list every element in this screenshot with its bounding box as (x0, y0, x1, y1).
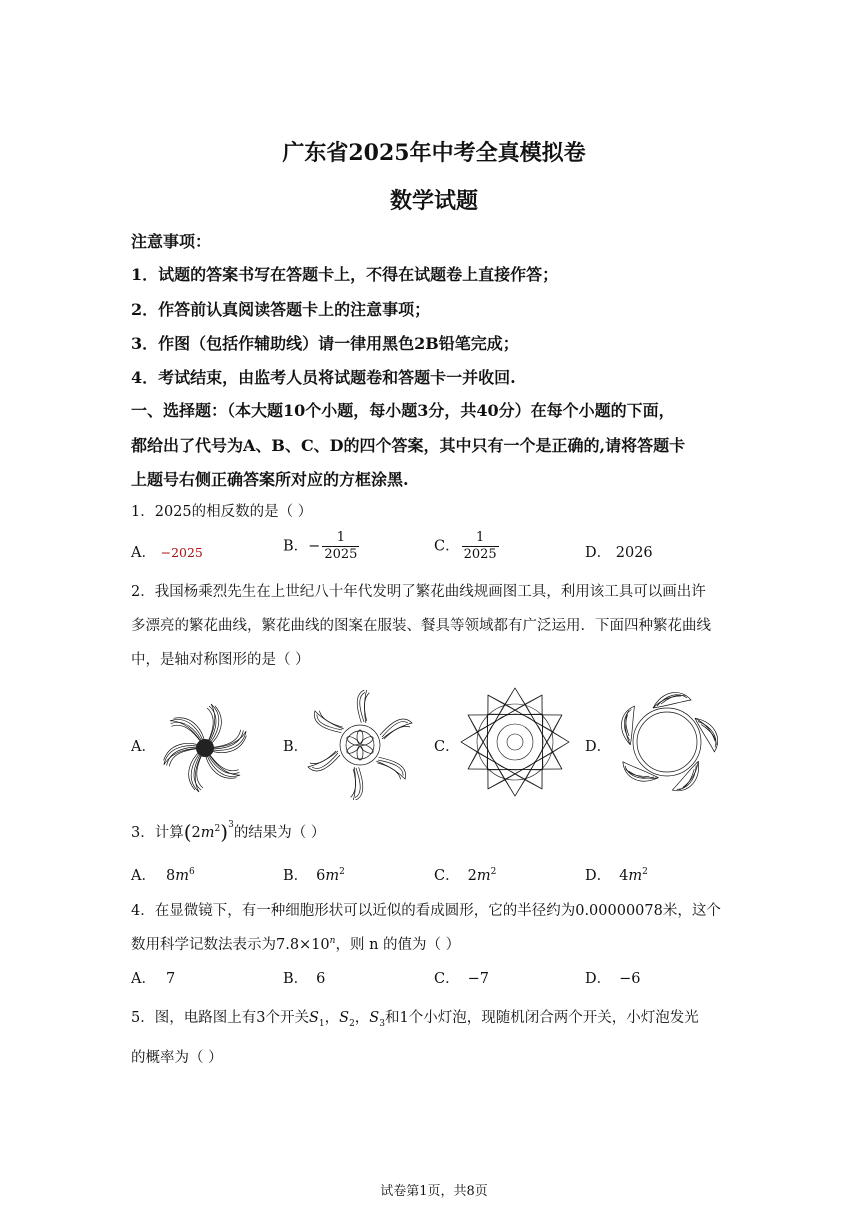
q1-option-c-denominator: 2025 (463, 547, 497, 562)
q1-option-d-label: D． (585, 545, 612, 561)
q4-option-c-label: C． (434, 971, 460, 987)
q4-option-a (131, 967, 175, 988)
q4-option-c-value: −7 (467, 971, 489, 987)
q3-left-paren: ( (183, 820, 192, 844)
q3-stem: 3．计算$(2m^2)^3$的结果为（ ） (131, 820, 326, 844)
q4-line-2: 数用科学记数法表示为$7.8\times 10^n$，则 n 的值为（ ） (131, 936, 461, 953)
q4-option-a-label: A． (131, 971, 156, 987)
exam-subtitle: 数学试题 (389, 188, 478, 214)
q4-line-2-prefix: 数用科学记数法表示为 (131, 937, 276, 953)
flower-curve-c-figure (459, 686, 571, 798)
q4-option-b-value: 6 (316, 971, 326, 987)
q1-option-d-value: 2026 (615, 545, 653, 561)
q1-option-a-value: −2025 (160, 545, 203, 560)
q3-option-b-label: B． (283, 868, 309, 884)
q3-option-a-coef: 8 (165, 868, 176, 884)
q3-option-c: C． $2m^2$ (434, 867, 497, 884)
q3-right-paren: ) (220, 820, 229, 844)
notice-item-3: 3．作图（包括作辅助线）请一律用黑色2B铅笔完成； (131, 334, 519, 353)
q1-option-c-numerator: 1 (476, 530, 485, 545)
q4-option-d-value: −6 (619, 971, 641, 987)
q4-option-c (434, 967, 489, 988)
notice-heading: 注意事项： (131, 232, 212, 251)
notice-item-2: 2．作答前认真阅读答题卡上的注意事项； (131, 300, 431, 319)
q3-option-a: A． $8m^6$ (131, 867, 195, 884)
flower-curve-a-figure (157, 700, 253, 796)
q3-option-d-coef: 4 (619, 868, 629, 884)
q1-option-c-fraction (462, 530, 499, 563)
q3-option-d: D． $4m^2$ (585, 867, 648, 884)
q3-option-a-label: A． (131, 868, 156, 884)
q1-stem: 1．2025的相反数的是（ ） (131, 504, 313, 520)
q4-option-d-label: D． (585, 971, 612, 987)
q3-option-b-coef: 6 (316, 868, 326, 884)
q2-option-c-label: C． (434, 739, 460, 755)
q1-option-b-numerator: 1 (336, 530, 345, 545)
q1-option-b-label: B． (283, 538, 309, 555)
q1-option-a-label: A． (131, 545, 156, 561)
page-footer: 试卷第1页，共8页 (380, 1184, 488, 1199)
q3-stem-prefix: 3．计算 (131, 825, 184, 841)
q3-option-c-label: C． (434, 868, 460, 884)
q3-option-c-coef: 2 (467, 868, 477, 884)
q2-line-1: 2．我国杨乘烈先生在上世纪八十年代发明了繁花曲线规画图工具，利用该工具可以画出许 (131, 584, 706, 600)
q3-stem-suffix: 的结果为（ ） (233, 825, 326, 841)
q2-line-3: 中，是轴对称图形的是（ ） (131, 652, 310, 668)
q1-option-c-label: C． (434, 538, 460, 555)
q4-option-d (585, 967, 641, 988)
notice-item-1: 1．试题的答案书写在答题卡上，不得在试题卷上直接作答； (131, 265, 559, 284)
q5-line-1-prefix: 5．图，电路图上有3个开关 (131, 1010, 309, 1026)
exam-title: 广东省2025年中考全真模拟卷 (282, 140, 586, 166)
flower-curve-d-figure (611, 686, 723, 798)
q4-scientific-expression: 7.8×10 (276, 937, 330, 953)
flower-curve-b-figure (305, 690, 415, 800)
section1-line-3: 上题号右侧正确答案所对应的方框涂黑. (131, 470, 409, 489)
section1-line-2: 都给出了代号为A、B、C、D的四个答案，其中只有一个是正确的,请将答题卡 (131, 436, 686, 455)
q4-line-2-suffix: ，则 n 的值为（ ） (335, 937, 461, 953)
q4-option-a-value: 7 (165, 971, 176, 987)
q1-option-d (585, 541, 653, 562)
q4-line-1: 4．在显微镜下，有一种细胞形状可以近似的看成圆形，它的半径约为0.00000078米，这个 (131, 903, 721, 919)
q2-option-b-label: B． (283, 739, 309, 755)
section1-line-1: 一、选择题：（本大题10个小题，每小题3分，共40分）在每个小题的下面， (131, 401, 675, 420)
q2-option-d-label: D． (585, 739, 612, 755)
q5-line-1-suffix: 和1个小灯泡，现随机闭合两个开关，小灯泡发光 (384, 1010, 699, 1026)
q1-option-b-denominator: 2025 (324, 547, 358, 562)
q5-line-1: 5．图，电路图上有3个开关$S_1$，$S_2$，$S_3$和1个小灯泡，现随机闭合两个开关，小灯泡发光 (131, 1010, 699, 1029)
notice-item-4: 4．考试结束，由监考人员将试题卷和答题卡一并收回. (131, 368, 516, 387)
q1-option-b (283, 530, 359, 563)
q2-option-a-label: A． (131, 739, 156, 755)
q3-option-d-label: D． (585, 868, 612, 884)
q1-option-a (131, 541, 203, 562)
q1-option-b-fraction (322, 530, 359, 563)
q5-line-2: 的概率为（ ） (131, 1050, 223, 1066)
q4-option-b-label: B． (283, 971, 309, 987)
q1-option-b-sign: − (308, 538, 321, 555)
q4-option-b (283, 967, 325, 988)
q3-option-b: B． $6m^2$ (283, 867, 345, 884)
q1-option-c (434, 530, 499, 563)
q2-line-2: 多漂亮的繁花曲线，繁花曲线的图案在服装、餐具等领域都有广泛运用．下面四种繁花曲线 (131, 618, 711, 634)
